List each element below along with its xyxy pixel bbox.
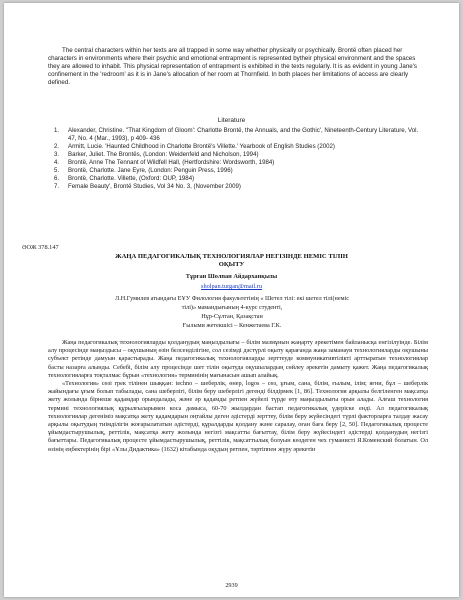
reference-item bbox=[54, 143, 424, 151]
reference-number: 7. bbox=[54, 183, 60, 190]
reference-item bbox=[54, 127, 424, 143]
reference-number: 3. bbox=[54, 151, 60, 158]
author-email-link[interactable]: sholpan.turgan@mail.ru bbox=[201, 283, 262, 290]
reference-list bbox=[54, 127, 424, 191]
reference-number: 6. bbox=[54, 175, 60, 182]
reference-text: Brontë, Charlotte. Jane Eyre, (London: Penguin Press, 1996) bbox=[68, 167, 233, 174]
page-number: 2939 bbox=[225, 582, 238, 589]
reference-item bbox=[54, 151, 424, 159]
reference-text: Armitt, Lucie. 'Haunted Childhood in Charlotte Brontë's Villette.' Yearbook of English Studies (2002) bbox=[68, 143, 335, 150]
literature-heading: Literature bbox=[217, 117, 246, 124]
reference-item bbox=[54, 159, 424, 167]
reference-item bbox=[54, 183, 424, 191]
reference-number: 1. bbox=[54, 127, 60, 134]
reference-number: 5. bbox=[54, 167, 60, 174]
affiliation-line: тілі)» мамандығының 4-курс студенті, bbox=[181, 304, 283, 311]
reference-number: 4. bbox=[54, 159, 60, 166]
document-page bbox=[4, 3, 459, 597]
body-paragraph: «Технология» сөзі грек тілінен шыққан: techno – шеберлік, өнер, logos – сөз, ұғым, сана, білім, ғылым, ілім; яғни, бұл – шеберлік жайындағы ұғым болып табылады, сана шеберлігі, білім беру шеберлігі дегенді білдірмек [1, 86]. Технология арқылы белгіленген мақсатқа жету жолында бірнеше қадамдар орындалады, және әр қадамды ретпен жүйелі түрде өту маңыздылығы орын алады. Алғаш технология термині технологиялық құрылғыларымен коса дамыса, 60-70 жылдардан бастап педагогикалық үдеріске енді. Ал педагогикалық технологиялар дегеніміз мақсатқа жету қадамдарын оңтайлы деген әдістерді зерттеу, білім беру жүйесіндегі түрлі факторларға талдау жасау арқылы оқытудың тиімділігін жоғарылататын әдістерді, құралдарды қолдану және саралау, оған баға беру [2, 50]. Педагогикалық процесте ұйымдастырушылық, реттілік, мақсатқа жету жолында негізгі мақсатты бағыттау, білім беру жүйесіндегі әдістерді қолданудың негізгі бағыттары. Педагогикалық процесте ұйымдастырушылық, реттілік, мақсаттылық болуын көздеген чех гуманисті Я.Коменский болатын. Ол өзінің еңбектерінің бірі «Ұлы Дидактика» (1632) кітабында оқудың ретпен, тәртіппен жүру әрекетін bbox=[48, 380, 428, 453]
reference-text: Brontë, Charlotte. Villette, (Oxford: OUP, 1984) bbox=[68, 175, 195, 182]
reference-item bbox=[54, 167, 424, 175]
author-email-line bbox=[34, 283, 429, 290]
intro-section bbox=[48, 47, 423, 87]
reference-item bbox=[54, 175, 424, 183]
affiliation-line: Нұр-Сұлтан, Қазақстан bbox=[201, 313, 263, 320]
udc-code: ӘОЖ 378.147 bbox=[22, 244, 59, 251]
reference-text: Alexander, Christine. ''That Kingdom of Gloom': Charlotte Brontë, the Annuals, and the Gothic', Nineteenth-Century Literature, Vol. 47, No. 4 (Mar., 1993), p 409- 436 bbox=[68, 127, 419, 142]
article-title-line: ЖАҢА ПЕДАГОГИКАЛЫҚ ТЕХНОЛОГИЯЛАР НЕГІЗІНДЕ НЕМІС ТІЛІН bbox=[115, 253, 348, 260]
affiliation-line: Ғылыми жетекшісі – Кенжетаева Г.К. bbox=[182, 322, 282, 329]
reference-number: 2. bbox=[54, 143, 60, 150]
article-body bbox=[48, 339, 428, 454]
article-title-line: ОҚЫТУ bbox=[218, 261, 245, 269]
affiliation-block bbox=[52, 294, 412, 330]
body-paragraph: Жаңа педагогикалық технологияларды қолданудың маңыздылығы – білім мазмұнын жаңарту әрекетімен байланысқа енгізілуінде. Білім алу процесінде маңыздысы – оқушының өзін белсенділігіне, сол сезімді дәстүрлі оқыту қарағанда жаңа заманауи технологияларды оқушыны субъект ретінде дамуын қарастырады. Жаңа педагогикалық технологияларды зерттеуде коммуникативтілікті арттыратын технологиялар басты назарға алынды. Себебі, білім алу процесінде шет тілін оқытуда оқушылардың сөйлеу әрекетін дамыту қажет. Жаңа педагогикалық технологияларға тоқталмас бұрын «технология» терминінің мағынасын ашып алайық. bbox=[48, 339, 428, 379]
reference-text: Female Beauty', Brontë Studies, Vol 34 No. 3, (November 2009) bbox=[68, 183, 241, 190]
affiliation-line: Л.Н.Гумилев атындағы ЕҰУ Филология факультетінің « Шетел тілі: екі шетел тілі(неміс bbox=[115, 295, 349, 302]
intro-paragraph: The central characters within her texts are all trapped in some way whether physically or psychically. Brontë often placed her characters in environments where their psychic and emotional entrapment is represented bytheir physical environment and the spaces they are allowed to inhabit. This physical representation of entrapment is exhibited in the texts regularly. It is as evident in young Jane's confinement in the 'redroom' as it is in Jane's allocation of her room at Thornfield. In both places her limitations of access are clearly defined. bbox=[48, 47, 417, 87]
author-name: Тұрған Шолпан Айдарханқызы bbox=[185, 273, 278, 280]
reference-text: Brontë, Anne The Tennant of Wildfell Hall, (Hertfordshire: Wordsworth, 1984) bbox=[68, 159, 275, 166]
article-title bbox=[34, 253, 429, 270]
reference-text: Barker, Juliet. The Brontës, (London: Weidenfeld and Nicholson, 1994) bbox=[68, 151, 259, 158]
